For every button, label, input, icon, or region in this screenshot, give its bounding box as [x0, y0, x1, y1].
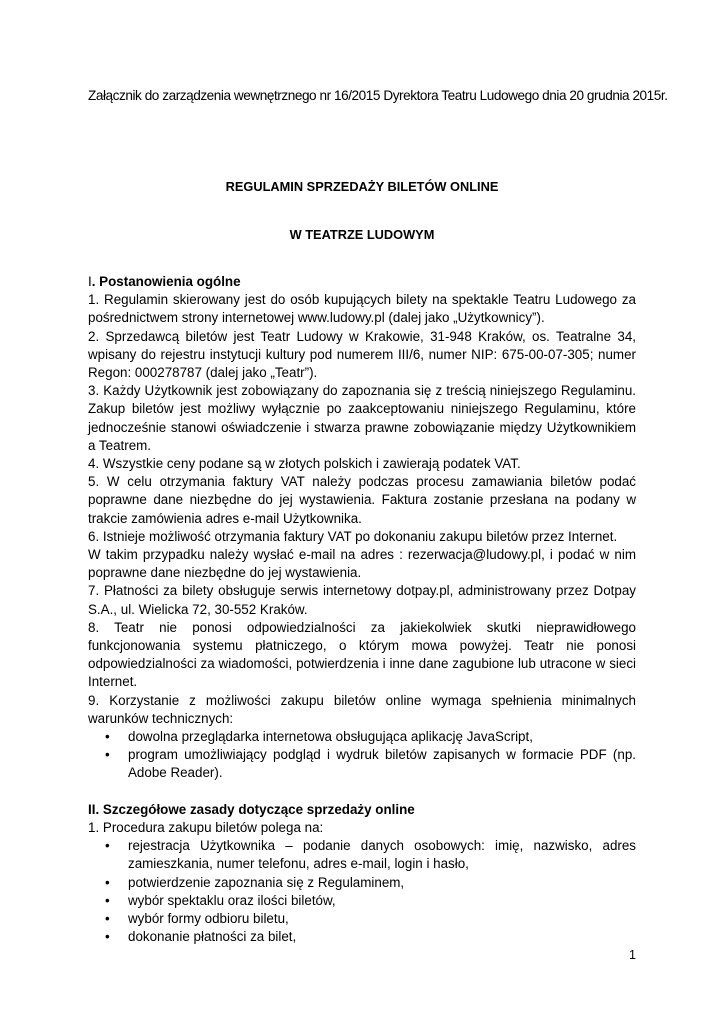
requirements-list	[88, 728, 636, 783]
paragraph: 3. Każdy Użytkownik jest zobowiązany do zapoznania się z treścią niniejszego Regulaminu. Zakup biletów jest możliwy wyłącznie po zaakceptowaniu niniejszego Regulaminu, które jednocześnie stanowi oświadczenie i stwarza prawne zobowiązanie między Użytkownikiem a Teatrem.	[88, 383, 636, 453]
document-subtitle: W TEATRZE LUDOWYM	[289, 227, 435, 242]
paragraph: 1. Procedura zakupu biletów polega na:	[88, 819, 324, 835]
paragraph: 9. Korzystanie z możliwości zakupu biletów online wymaga spełnienia minimalnych warunków technicznych:	[88, 692, 636, 726]
section-1-title: . Postanowienia ogólne	[91, 274, 241, 289]
paragraph: 6. Istnieje możliwość otrzymania faktury VAT po dokonaniu zakupu biletów przez Internet.	[88, 528, 618, 544]
annex-header: Załącznik do zarządzenia wewnętrznego nr 16/2015 Dyrektora Teatru Ludowego dnia 20 grudnia 2015r.	[88, 88, 668, 103]
document-body	[88, 273, 636, 946]
paragraph: 5. W celu otrzymania faktury VAT należy podczas procesu zamawiania biletów podać poprawne dane niezbędne do jej wystawienia. Faktura zostanie przesłana na podany w trakcie zamówienia adres e-mail Użytkownika.	[88, 474, 636, 526]
paragraph: 4. Wszystkie ceny podane są w złotych polskich i zawierają podatek VAT.	[88, 456, 521, 472]
document-title: REGULAMIN SPRZEDAŻY BILETÓW ONLINE	[225, 179, 499, 194]
paragraph: 8. Teatr nie ponosi odpowiedzialności za jakiekolwiek skutki nieprawidłowego funkcjonowania systemu płatniczego, o którym mowa powyżej. Teatr nie ponosi odpowiedzialności za wiadomości, potwierdzenia i inne dane zagubione lub utracone w sieci Internet.	[88, 619, 636, 690]
bullet-icon: •	[105, 747, 110, 763]
bullet-icon: •	[105, 929, 110, 945]
list-item: • potwierdzenie zapoznania się z Regulaminem,	[128, 874, 636, 892]
bullet-icon: •	[105, 874, 110, 890]
bullet-icon: •	[105, 838, 110, 854]
paragraph: 7. Płatności za bilety obsługuje serwis internetowy dotpay.pl, administrowany przez Dotpay S.A., ul. Wielicka 72, 30-552 Kraków.	[88, 583, 636, 617]
list-item: • wybór spektaklu oraz ilości biletów,	[128, 892, 636, 910]
list-item: • rejestracja Użytkownika – podanie danych osobowych: imię, nazwisko, adres zamieszkania, numer telefonu, adres e-mail, login i hasło,	[105, 838, 636, 872]
list-item: • dowolna przeglądarka internetowa obsługująca aplikację JavaScript,	[128, 728, 636, 746]
paragraph: 1. Regulamin skierowany jest do osób kupujących bilety na spektakle Teatru Ludowego za pośrednictwem strony internetowej www.ludowy.pl (dalej jako „Użytkownicy”).	[88, 292, 636, 326]
bullet-icon: •	[105, 910, 110, 926]
section-1-numeral: I	[88, 274, 92, 289]
page-number: 1	[629, 948, 636, 962]
paragraph: W takim przypadku należy wysłać e-mail na adres : rezerwacja@ludowy.pl, i podać w nim poprawne dane niezbędne do jej wystawienia.	[88, 547, 636, 581]
bullet-icon: •	[105, 892, 110, 908]
section-2-heading: II. Szczegółowe zasady dotyczące sprzedaży online	[88, 801, 415, 817]
list-item: • dokonanie płatności za bilet,	[128, 928, 636, 946]
list-item: • wybór formy odbioru biletu,	[128, 910, 636, 928]
bullet-icon: •	[105, 729, 110, 745]
procedure-list	[88, 837, 636, 946]
list-item: • program umożliwiający podgląd i wydruk biletów zapisanych w formacie PDF (np. Adobe Reader).	[105, 747, 636, 781]
section-1-heading	[88, 273, 636, 291]
paragraph: 2. Sprzedawcą biletów jest Teatr Ludowy w Krakowie, 31-948 Kraków, os. Teatralne 34, wpisany do rejestru instytucji kultury pod numerem III/6, numer NIP: 675-00-07-305; numer Regon: 000278787 (dalej jako „Teatr”).	[88, 328, 636, 381]
